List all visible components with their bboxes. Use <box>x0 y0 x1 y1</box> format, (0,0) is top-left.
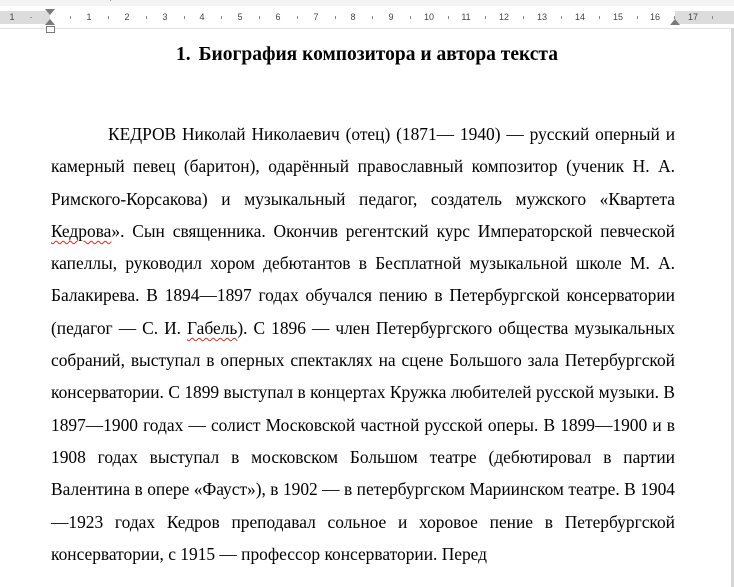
ruler-number: 8 <box>350 12 356 22</box>
ruler-tick <box>448 16 449 19</box>
ruler-number: 5 <box>237 12 243 22</box>
ruler-tick <box>637 16 638 19</box>
ruler-number: 15 <box>612 12 624 22</box>
ruler-tick <box>184 16 185 19</box>
ruler-tick <box>523 16 524 19</box>
ruler-tick <box>146 16 147 19</box>
heading-text: Биография композитора и автора текста <box>198 44 558 65</box>
ruler-number: 16 <box>649 12 661 22</box>
ruler-tick <box>259 16 260 19</box>
misspelled-word[interactable]: Габель <box>187 317 238 338</box>
ruler-tick <box>561 16 562 19</box>
ruler-right-margin <box>675 11 734 24</box>
ruler-number: 14 <box>574 12 586 22</box>
ruler-number: 4 <box>199 12 205 22</box>
ruler-tick <box>70 16 71 19</box>
ruler-number: 3 <box>162 12 168 22</box>
first-line-indent-marker[interactable] <box>45 9 55 15</box>
ruler-number: 11 <box>461 12 471 22</box>
horizontal-ruler[interactable] <box>0 6 734 29</box>
ruler-tick <box>297 16 298 19</box>
left-indent-marker[interactable] <box>46 26 55 33</box>
ruler-tick <box>410 16 411 19</box>
hanging-indent-marker[interactable] <box>45 19 55 25</box>
ruler-number: 6 <box>275 12 281 22</box>
paragraph-text: ). С 1896 — член Петербургского общества музыкальных собраний, выступал в оперных спектаклях на сцене Большого зала Петербургской консерватории. С 1899 выступал в концертах Кружка любителей русской музыки. В 1897—1900 годах — солист Московской частной русской оперы. В 1899—1900 и в 1908 годах выступал в московском Большом театре (дебютировал в партии Валентина в опере «Фауст»), в 1902 — в петербургском Мариинском театре. В 1904—1923 годах Кедров преподавал сольное и хоровое пение в Петербургской консерватории, с 1915 — профессор консерватории. Перед <box>51 317 675 564</box>
ribbon-group-label <box>570 0 596 1</box>
ruler-number: 9 <box>388 12 394 22</box>
paragraph-text: КЕДРОВ Николай Николаевич (отец) (1871— 1940) — русский оперный и камерный певец (баритон), одарённый православный композитор (ученик Н. А. Римского-Корсакова) и музыкальный педагог, создатель мужского «Квартета <box>51 124 675 209</box>
ruler-number: 1 <box>9 12 15 22</box>
paragraph-text: ». Сын священника. Окончив регентский курс Императорской певческой капеллы, руководил хором дебютантов в Бесплатной музыкальной школе М. А. Балакирева. В 1894—1897 годах обучался пению в Петербургской консерватории (педагог — С. И. <box>51 220 675 338</box>
ruler-number: 17 <box>687 12 699 22</box>
ribbon-group-label <box>86 0 111 1</box>
ruler-tick <box>221 16 222 19</box>
ruler-tick <box>108 16 109 19</box>
section-heading <box>0 44 734 66</box>
body-paragraph[interactable] <box>51 118 675 570</box>
ruler-number: 1 <box>86 12 92 22</box>
ruler-number: 12 <box>498 12 510 22</box>
ruler-number: · <box>29 12 33 22</box>
ruler-tick <box>599 16 600 19</box>
heading-number: 1. <box>176 44 191 65</box>
ruler-number: 13 <box>536 12 548 22</box>
ruler-tick <box>372 16 373 19</box>
misspelled-word[interactable]: Кедрова <box>51 220 112 241</box>
right-indent-marker[interactable] <box>670 19 680 25</box>
ruler-number: 10 <box>423 12 435 22</box>
ruler-tick <box>335 16 336 19</box>
ruler-left-margin <box>0 11 50 24</box>
ruler-number: 7 <box>313 12 319 22</box>
ruler-tick <box>485 16 486 19</box>
ruler-tick <box>712 16 713 19</box>
ruler-number: 2 <box>124 12 130 22</box>
